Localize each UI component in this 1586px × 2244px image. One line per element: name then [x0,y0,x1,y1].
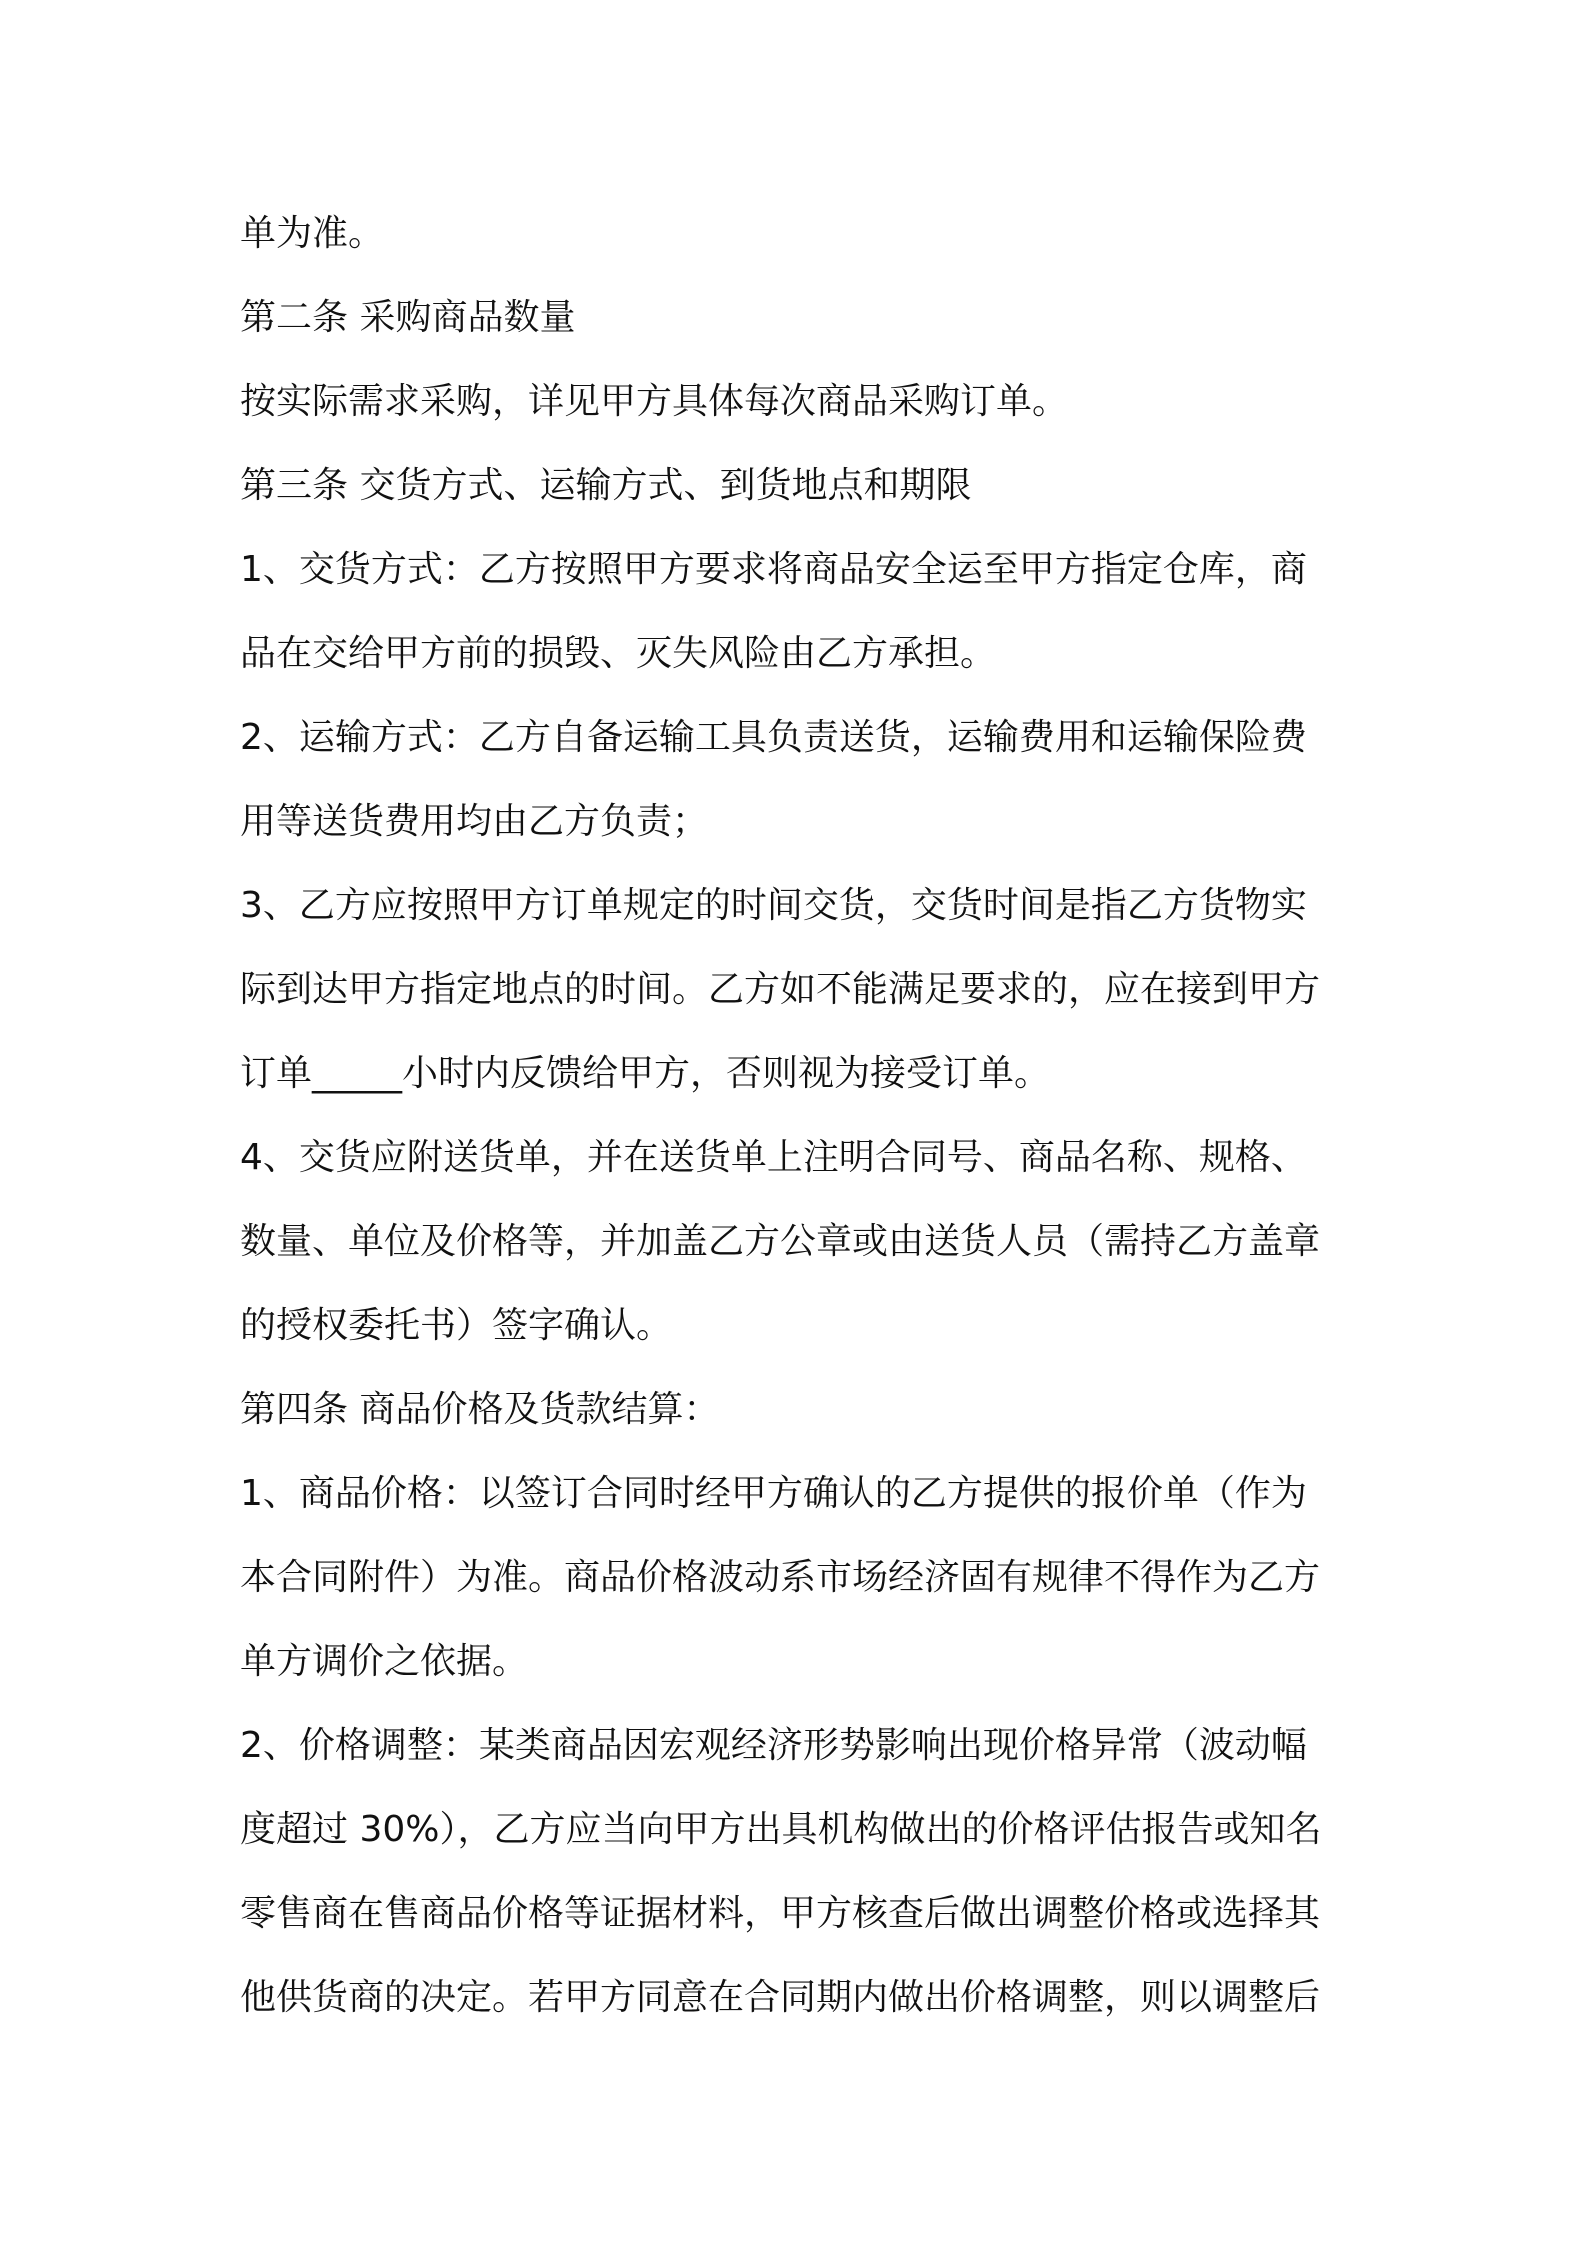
text-line: 单为准。 [240,213,385,254]
text-line: 2、运输方式：乙方自备运输工具负责送货，运输费用和运输保险费 [240,717,1307,758]
text-line: 数量、单位及价格等，并加盖乙方公章或由送货人员（需持乙方盖章 [240,1221,1321,1262]
section-heading: 第三条 交货方式、运输方式、到货地点和期限 [240,465,972,506]
text-line: 他供货商的决定。若甲方同意在合同期内做出价格调整，则以调整后 [240,1977,1321,2018]
text-line: 2、价格调整：某类商品因宏观经济形势影响出现价格异常（波动幅 [240,1725,1307,1766]
text-line: 用等送货费用均由乙方负责； [240,801,709,842]
text-line: 4、交货应附送货单，并在送货单上注明合同号、商品名称、规格、 [240,1137,1307,1178]
text-line: 3、乙方应按照甲方订单规定的时间交货，交货时间是指乙方货物实 [240,885,1307,926]
text-line: 品在交给甲方前的损毁、灭失风险由乙方承担。 [240,633,997,674]
text-line: 零售商在售商品价格等证据材料，甲方核查后做出调整价格或选择其 [240,1893,1321,1934]
text-line: 度超过 30%），乙方应当向甲方出具机构做出的价格评估报告或知名 [240,1809,1322,1850]
section-heading: 第四条 商品价格及货款结算： [240,1389,720,1430]
text-line: 单方调价之依据。 [240,1641,529,1682]
text-line: 1、交货方式：乙方按照甲方要求将商品安全运至甲方指定仓库，商 [240,549,1307,590]
text-line: 1、商品价格：以签订合同时经甲方确认的乙方提供的报价单（作为 [240,1473,1307,1514]
text-line: 订单_____小时内反馈给甲方，否则视为接受订单。 [240,1053,1051,1094]
text-line: 本合同附件）为准。商品价格波动系市场经济固有规律不得作为乙方 [240,1557,1321,1598]
section-heading: 第二条 采购商品数量 [240,297,576,338]
text-line: 按实际需求采购，详见甲方具体每次商品采购订单。 [240,381,1069,422]
text-line: 际到达甲方指定地点的时间。乙方如不能满足要求的，应在接到甲方 [240,969,1321,1010]
contract-text [240,192,1360,2040]
text-line: 的授权委托书）签字确认。 [240,1305,673,1346]
